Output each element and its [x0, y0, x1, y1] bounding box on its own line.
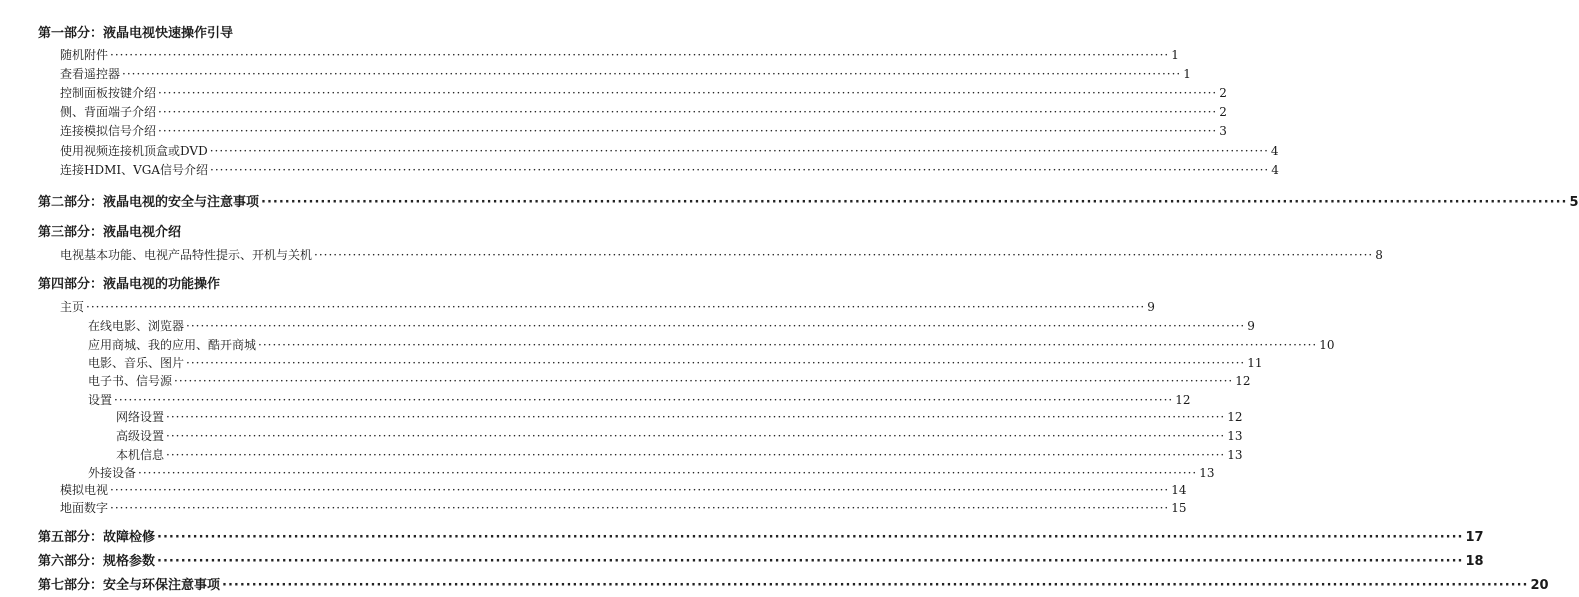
- page-number: 3: [1219, 124, 1227, 138]
- toc-title: 在线电影、浏览器: [88, 319, 185, 333]
- page-number: 17: [1465, 530, 1484, 545]
- toc-entry: [88, 354, 1263, 371]
- dot-leader: ····························································································································································································································: [122, 67, 1182, 81]
- toc-section-heading: [38, 526, 1484, 545]
- toc-entry: [60, 142, 1279, 159]
- toc-title: 地面数字: [60, 501, 109, 515]
- dot-leader: ····························································································································································································································: [166, 448, 1226, 462]
- toc-title: 网络设置: [116, 410, 165, 424]
- toc-title: 电视基本功能、电视产品特性提示、开机与关机: [60, 248, 313, 262]
- toc-section-heading: [38, 22, 588, 41]
- toc-entry: [60, 298, 1155, 315]
- dot-leader: ····························································································································································································································: [157, 530, 1464, 545]
- toc-title: 外接设备: [88, 466, 137, 480]
- toc-entry: [116, 408, 1243, 425]
- page-number: 13: [1199, 466, 1215, 480]
- toc-entry: [60, 103, 1227, 120]
- toc-title: 高级设置: [116, 429, 165, 443]
- page-number: 1: [1183, 67, 1191, 81]
- dot-leader: ····························································································································································································································: [158, 105, 1218, 119]
- page-number: 2: [1219, 105, 1227, 119]
- toc-entry: [60, 122, 1227, 139]
- dot-leader: ····························································································································································································································: [110, 48, 1170, 62]
- toc-title: 侧、背面端子介绍: [60, 105, 157, 119]
- dot-leader: ····························································································································································································································: [222, 578, 1529, 593]
- page-number: 4: [1270, 144, 1279, 158]
- toc-title: 查看遥控器: [60, 67, 121, 81]
- toc-entry: [60, 161, 1279, 178]
- dot-leader: ····························································································································································································································: [186, 319, 1246, 333]
- toc-title: 第一部分：液晶电视快速操作引导: [38, 26, 234, 41]
- toc-title: 连接HDMI、VGA信号介绍: [60, 163, 209, 177]
- toc-title: 第四部分：液晶电视的功能操作: [38, 277, 221, 292]
- dot-leader: ····························································································································································································································: [138, 466, 1198, 480]
- toc-title: 第三部分：液晶电视介绍: [38, 225, 182, 240]
- page-number: 15: [1171, 501, 1187, 515]
- toc-entry: [60, 481, 1187, 498]
- toc-entry: [88, 391, 1191, 408]
- page-number: 11: [1247, 356, 1263, 370]
- toc-section-heading: [38, 550, 1484, 569]
- toc-title: 第七部分：安全与环保注意事项: [38, 578, 221, 593]
- toc-section-heading: [38, 191, 1579, 210]
- dot-leader: ····························································································································································································································: [186, 356, 1246, 370]
- page-number: 9: [1247, 319, 1255, 333]
- toc-entry: [116, 446, 1243, 463]
- toc-title: 主页: [60, 300, 85, 314]
- toc-entry: [116, 427, 1243, 444]
- dot-leader: ····························································································································································································································: [158, 124, 1218, 138]
- toc-title: 模拟电视: [60, 483, 109, 497]
- toc-entry: [60, 499, 1187, 516]
- dot-leader: ····························································································································································································································: [166, 410, 1226, 424]
- toc-entry: [88, 464, 1215, 481]
- page-number: 12: [1227, 410, 1243, 424]
- dot-leader: ····························································································································································································································: [258, 338, 1318, 352]
- toc-section-heading: [38, 574, 1549, 593]
- toc-title: 第五部分：故障检修: [38, 530, 156, 545]
- toc-section-heading: [38, 221, 588, 240]
- page-number: 1: [1171, 48, 1179, 62]
- page-number: 9: [1147, 300, 1155, 314]
- dot-leader: ····························································································································································································································: [157, 554, 1464, 569]
- toc-title: 电子书、信号源: [88, 374, 173, 388]
- toc-title: 设置: [88, 393, 113, 407]
- dot-leader: ····························································································································································································································: [210, 163, 1270, 177]
- page-number: 10: [1319, 338, 1335, 352]
- toc-section-heading: [38, 273, 588, 292]
- page-number: 18: [1465, 554, 1484, 569]
- page-number: 2: [1219, 86, 1227, 100]
- page-number: 4: [1271, 163, 1279, 177]
- dot-leader: ····························································································································································································································: [86, 300, 1146, 314]
- toc-entry: [60, 84, 1227, 101]
- toc-entry: [88, 336, 1335, 353]
- toc-title: 第六部分：规格参数: [38, 554, 156, 569]
- toc-entry: [60, 246, 1383, 263]
- page-number: 5: [1569, 195, 1579, 210]
- page-number: 13: [1227, 448, 1243, 462]
- page-number: 13: [1227, 429, 1243, 443]
- page-number: 14: [1171, 483, 1187, 497]
- toc-entry: [60, 46, 1179, 63]
- dot-leader: ····························································································································································································································: [110, 501, 1170, 515]
- page-number: 12: [1235, 374, 1251, 388]
- dot-leader: ····························································································································································································································: [110, 483, 1170, 497]
- dot-leader: ····························································································································································································································: [158, 86, 1218, 100]
- page-number: 8: [1375, 248, 1383, 262]
- toc-entry: [60, 65, 1191, 82]
- toc-title: 电影、音乐、图片: [88, 356, 185, 370]
- toc-entry: [88, 372, 1251, 389]
- toc-title: 连接模拟信号介绍: [60, 124, 157, 138]
- dot-leader: ····························································································································································································································: [174, 374, 1234, 388]
- toc-title: 应用商城、我的应用、酷开商城: [88, 338, 257, 352]
- page-number: 20: [1530, 578, 1549, 593]
- dot-leader: ····························································································································································································································: [114, 393, 1174, 407]
- toc-title: 随机附件: [60, 48, 109, 62]
- dot-leader: ····························································································································································································································: [261, 195, 1568, 210]
- dot-leader: ····························································································································································································································: [314, 248, 1374, 262]
- dot-leader: ····························································································································································································································: [209, 144, 1269, 158]
- toc-title: 本机信息: [116, 448, 165, 462]
- dot-leader: ····························································································································································································································: [166, 429, 1226, 443]
- toc-title: 控制面板按键介绍: [60, 86, 157, 100]
- toc-title: 第二部分：液晶电视的安全与注意事项: [38, 195, 260, 210]
- toc-title: 使用视频连接机顶盒或DVD: [60, 144, 208, 158]
- toc-entry: [88, 317, 1255, 334]
- page-number: 12: [1175, 393, 1191, 407]
